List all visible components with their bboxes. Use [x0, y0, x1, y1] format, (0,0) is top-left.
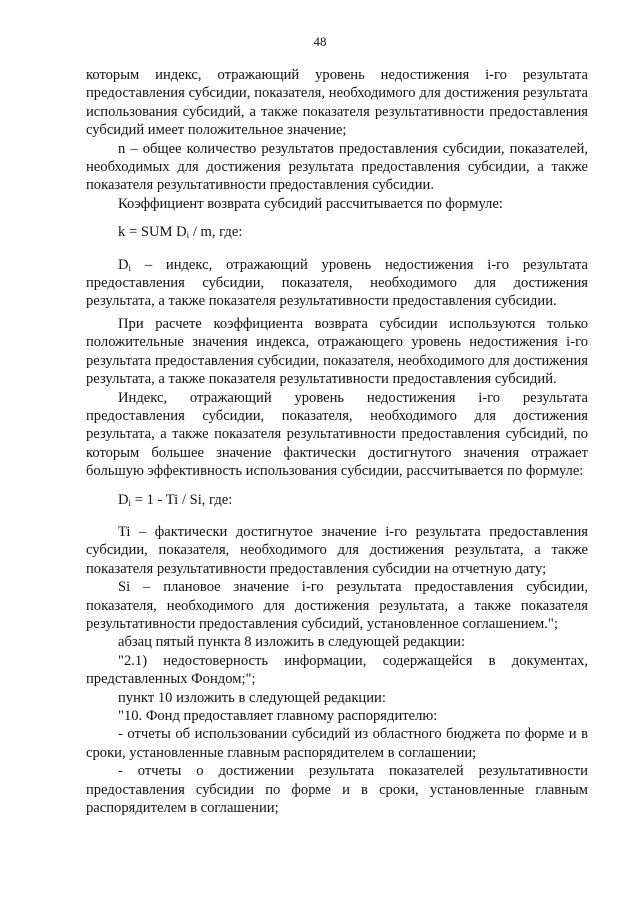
paragraph-fund-provides: "10. Фонд предоставляет главному распорядителю:: [118, 708, 438, 724]
paragraph-clause-10: пункт 10 изложить в следующей редакции:: [118, 689, 386, 706]
di-symbol: D: [118, 256, 129, 273]
formula-coefficient: [86, 223, 588, 241]
paragraph-clause-2-1: "2.1) недостоверность информации, содержащейся в документах, представленных Фондом;";: [86, 652, 588, 688]
list-item-usage-reports: - отчеты об использовании субсидий из областного бюджета по форме и в сроки, установленные главным распорядителем в соглашении;: [86, 726, 588, 761]
di-subscript: i: [128, 262, 132, 273]
formula-coefficient-pre: k = SUM D: [118, 224, 187, 241]
paragraph-index-formula-intro: Индекс, отражающий уровень недостижения i-го результата предоставления субсидии, показателя, необходимого для достижения результата, а также показателя результативности предоставления субсидий, по которым большее значение фактически достигнутого значения отражает большую эффективность использования субсидии, рассчитывается по формуле:: [86, 389, 588, 480]
formula-index-sub: i: [128, 497, 132, 508]
paragraph-coefficient-intro: Коэффициент возврата субсидий рассчитывается по формуле:: [118, 195, 503, 212]
formula-index-post: = 1 - Ti / Si, где:: [131, 491, 233, 508]
formula-index: [86, 491, 588, 509]
paragraph-ti-definition: Ti – фактически достигнутое значение i-го результата предоставления субсидии, показателя, необходимого для достижения результата, а также показателя результативности предоставления субсидии на отчетную дату;: [86, 523, 588, 577]
paragraph-si-definition: Si – плановое значение i-го результата предоставления субсидии, показателя, необходимого для достижения результата, а также показателя результативности предоставления субсидий, установленное соглашением.";: [86, 579, 588, 632]
document-body: [86, 66, 588, 817]
paragraph-di-definition: [86, 256, 588, 311]
list-item-achievement-reports: - отчеты о достижении результата показателей результативности предоставления субсидии по форме и в сроки, установленные главным распорядителем в соглашении;: [86, 763, 588, 817]
formula-index-pre: D: [118, 491, 129, 508]
paragraph-clause-8: абзац пятый пункта 8 изложить в следующей редакции:: [118, 634, 466, 651]
formula-coefficient-sub: i: [186, 230, 190, 241]
paragraph-n-definition: n – общее количество результатов предоставления субсидии, показателей, необходимых для достижения результата предоставления субсидии, а также показателя результативности предоставления субсидии.: [86, 140, 588, 194]
page-number: 48: [313, 34, 327, 49]
formula-coefficient-post: / m, где:: [189, 224, 243, 241]
paragraph-positive-values: При расчете коэффициента возврата субсидии используются только положительные значения индекса, отражающего уровень недостижения i-го результата предоставления субсидии, показателя, необходимого для достижения результата, а также показателя результативности предоставления субсидий.: [86, 315, 588, 388]
paragraph-index-positive: которым индекс, отражающий уровень недостижения i-го результата предоставления субсидии, показателя, необходимого для достижения результата использования субсидий, а также показателя результативности предоставления субсидий имеет положительное значение;: [86, 67, 588, 139]
di-text: – индекс, отражающий уровень недостижения i-го результата предоставления субсидии, показателя, необходимого для достижения результата, а также показателя результативности предоставления субсидии.: [86, 256, 588, 310]
